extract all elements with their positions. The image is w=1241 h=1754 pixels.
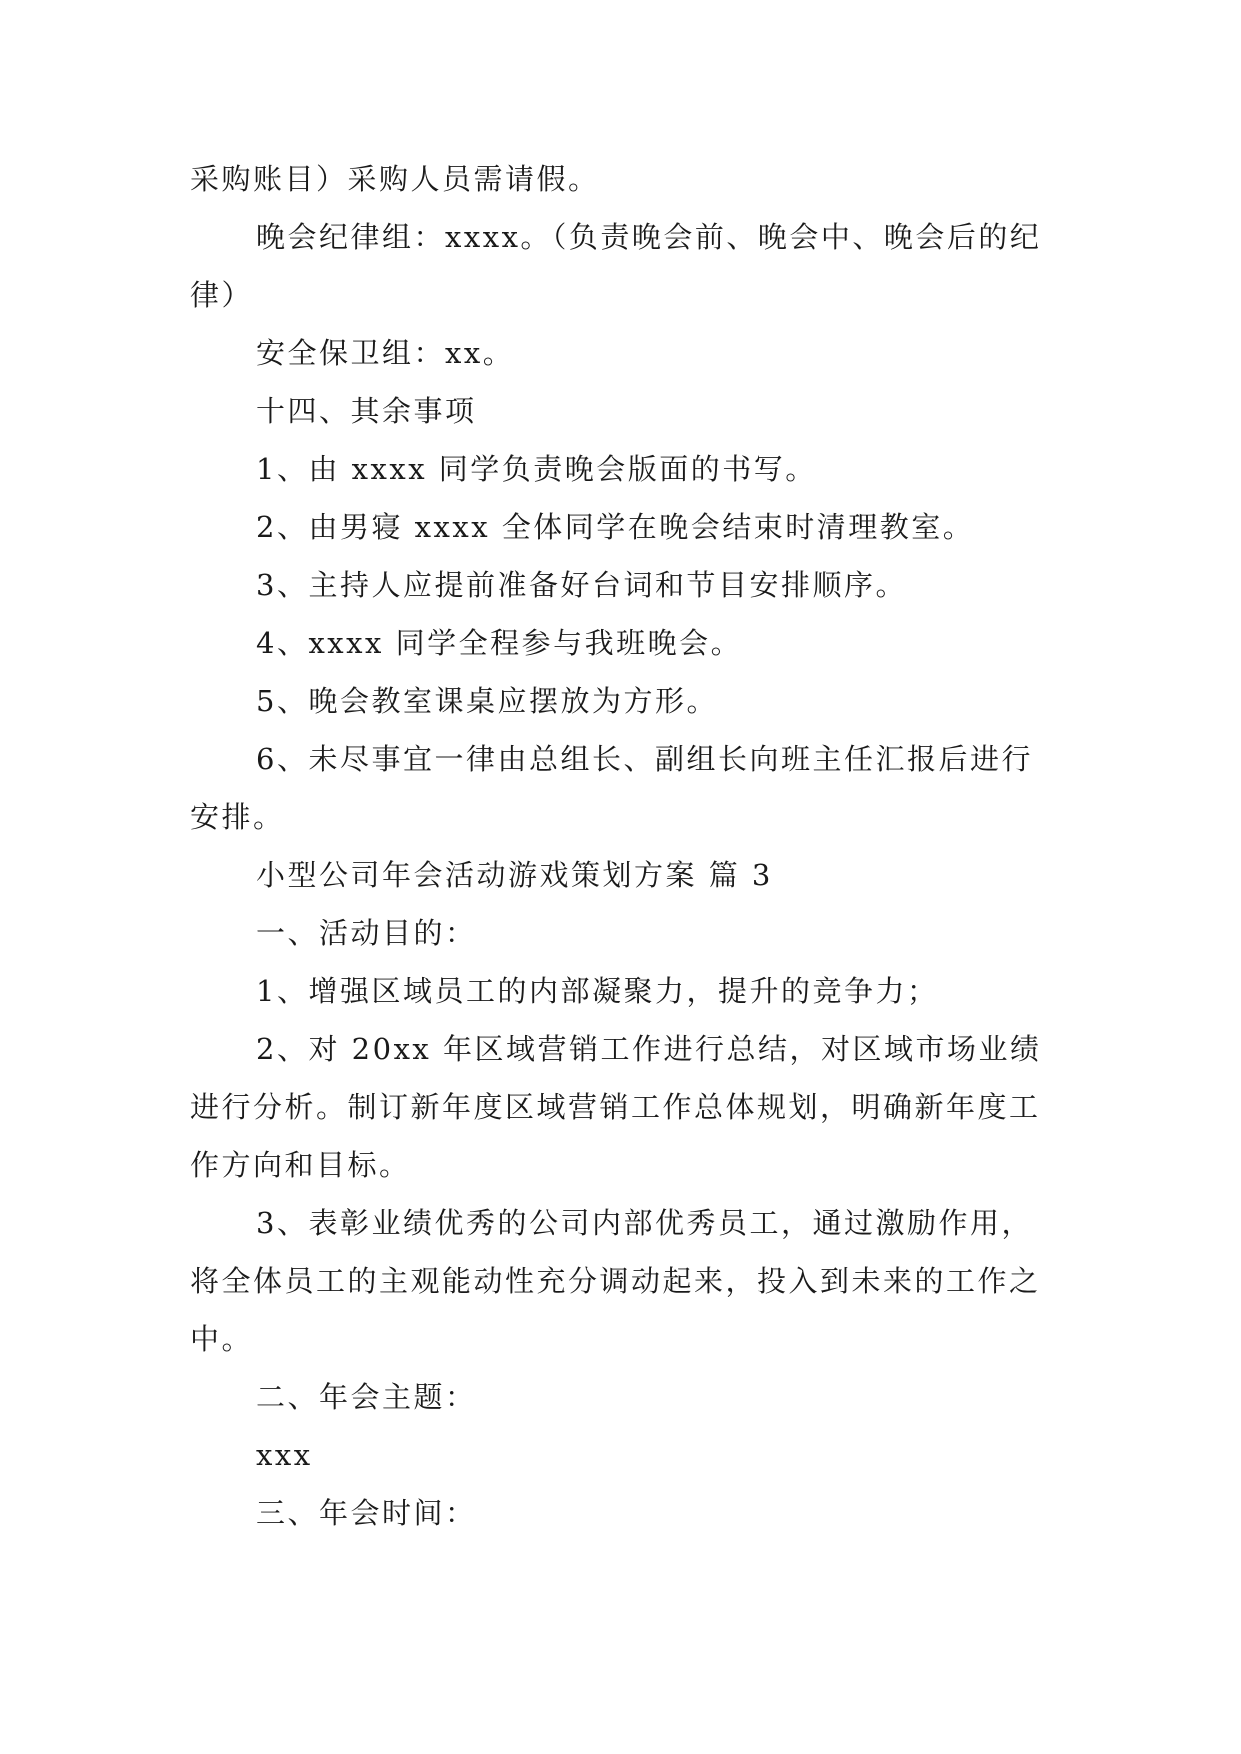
document-page [190,150,1060,1542]
list-item-1: 1、由 xxxx 同学负责晚会版面的书写。 [256,452,817,486]
section-heading-other-matters: 十四、其余事项 [256,394,477,428]
section-heading-theme: 二、年会主题： [256,1380,477,1414]
list-item-4: 4、xxxx 同学全程参与我班晚会。 [256,626,743,660]
section-heading-time: 三、年会时间： [256,1496,477,1530]
theme-value: xxx [256,1438,313,1472]
list-item-6: 6、未尽事宜一律由总组长、副组长向班主任汇报后进行安排。 [190,742,1033,834]
list-item-3: 3、主持人应提前准备好台词和节目安排顺序。 [256,568,907,602]
purpose-item-1: 1、增强区域员工的内部凝聚力，提升的竞争力； [256,974,939,1008]
article-title: 小型公司年会活动游戏策划方案 篇 3 [256,858,773,892]
purpose-item-2: 2、对 20xx 年区域营销工作进行总结，对区域市场业绩进行分析。制订新年度区域营销工作总体规划，明确新年度工作方向和目标。 [190,1032,1042,1182]
section-heading-purpose: 一、活动目的： [256,916,477,950]
list-item-2: 2、由男寝 xxxx 全体同学在晚会结束时清理教室。 [256,510,975,544]
list-item-5: 5、晚会教室课桌应摆放为方形。 [256,684,718,718]
paragraph-purchase-leave: 采购账目）采购人员需请假。 [190,162,600,196]
paragraph-discipline-group: 晚会纪律组：xxxx。（负责晚会前、晚会中、晚会后的纪律） [190,220,1042,312]
purpose-item-3: 3、表彰业绩优秀的公司内部优秀员工，通过激励作用，将全体员工的主观能动性充分调动起来，投入到未来的工作之中。 [190,1206,1041,1356]
paragraph-security-group: 安全保卫组：xx。 [256,336,515,370]
